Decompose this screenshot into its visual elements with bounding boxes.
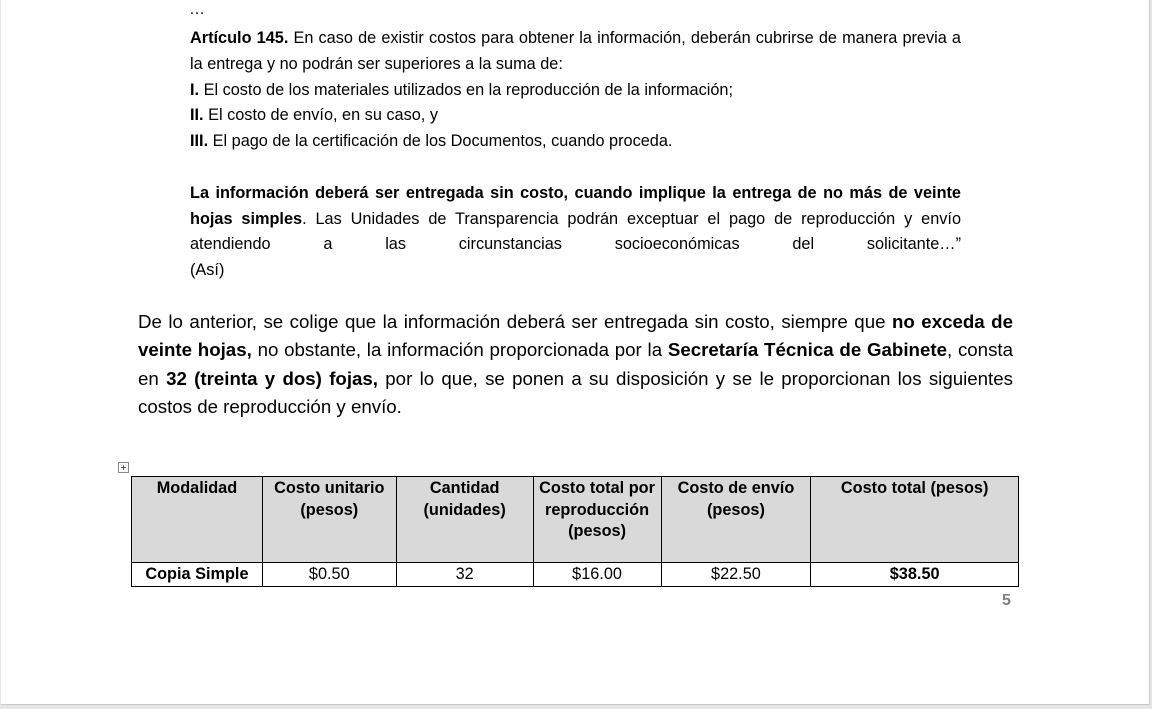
paragraph-gap	[190, 155, 961, 181]
article-intro	[190, 26, 961, 78]
paragraph-bold: no exceda de veinte hojas,	[138, 311, 1013, 361]
ellipsis-marker: …	[189, 1, 205, 18]
table-header-row	[132, 477, 1019, 563]
table-cell: 32	[396, 563, 533, 587]
article-closing-paragraph	[190, 181, 961, 258]
costs-table	[131, 476, 1019, 587]
table-row	[132, 563, 1019, 587]
article-quote	[190, 26, 961, 284]
item-number: II.	[190, 106, 204, 125]
item-text: El costo de envío, en su caso, y	[203, 106, 438, 125]
header-cell: Costo total por reproducción (pesos)	[533, 477, 661, 563]
body-paragraph	[138, 308, 1013, 422]
paragraph-text: De lo anterior, se colige que la información deberá ser entregada sin costo, siempre que	[138, 311, 892, 332]
table-cell: $0.50	[262, 563, 396, 587]
document-page	[1, 0, 1150, 705]
paragraph-text: por lo que, se ponen a su disposición y se le proporcionan los siguientes costos de reproducción y envío.	[138, 367, 1013, 418]
article-heading: Artículo 145.	[190, 29, 289, 47]
item-text: El costo de los materiales utilizados en la reproducción de la información;	[199, 80, 734, 99]
header-cell: Costo total (pesos)	[811, 477, 1019, 563]
article-item-2	[190, 103, 961, 129]
item-text: El pago de la certificación de los Documentos, cuando proceda.	[208, 132, 673, 151]
table-cell: $38.50	[811, 563, 1019, 587]
table-cell: $16.00	[533, 563, 661, 587]
bold-rule: La información deberá ser entregada sin costo, cuando implique la entrega de no más de veinte hojas simples	[190, 183, 961, 228]
paragraph-text: , consta en	[138, 339, 1013, 389]
page-number: 5	[1002, 592, 1011, 609]
header-cell: Costo unitario (pesos)	[262, 477, 396, 563]
paragraph-bold: 32 (treinta y dos) fojas,	[166, 367, 378, 389]
item-number: I.	[190, 80, 200, 99]
table-cell: $22.50	[661, 563, 811, 587]
article-intro-text: En caso de existir costos para obtener la información, deberán cubrirse de manera previa a la entrega y no podrán ser superiores a la suma de:	[190, 29, 961, 73]
table-cell: Copia Simple	[132, 563, 263, 587]
closing-text: . Las Unidades de Transparencia podrán exceptuar el pago de reproducción y envío atendiendo a las circunstancias socioeconómicas del solicitante…”	[190, 209, 961, 254]
article-item-1	[190, 78, 961, 104]
paragraph-text: no obstante, la información proporcionada por la	[251, 339, 668, 361]
asi-note: (Así)	[190, 261, 225, 280]
header-cell: Modalidad	[132, 477, 263, 563]
article-item-3	[190, 129, 961, 155]
item-number: III.	[190, 132, 209, 151]
table-move-handle-icon[interactable]	[118, 462, 129, 473]
paragraph-bold: Secretaría Técnica de Gabinete	[667, 339, 947, 361]
header-cell: Cantidad (unidades)	[396, 477, 533, 563]
header-cell: Costo de envío (pesos)	[661, 477, 811, 563]
